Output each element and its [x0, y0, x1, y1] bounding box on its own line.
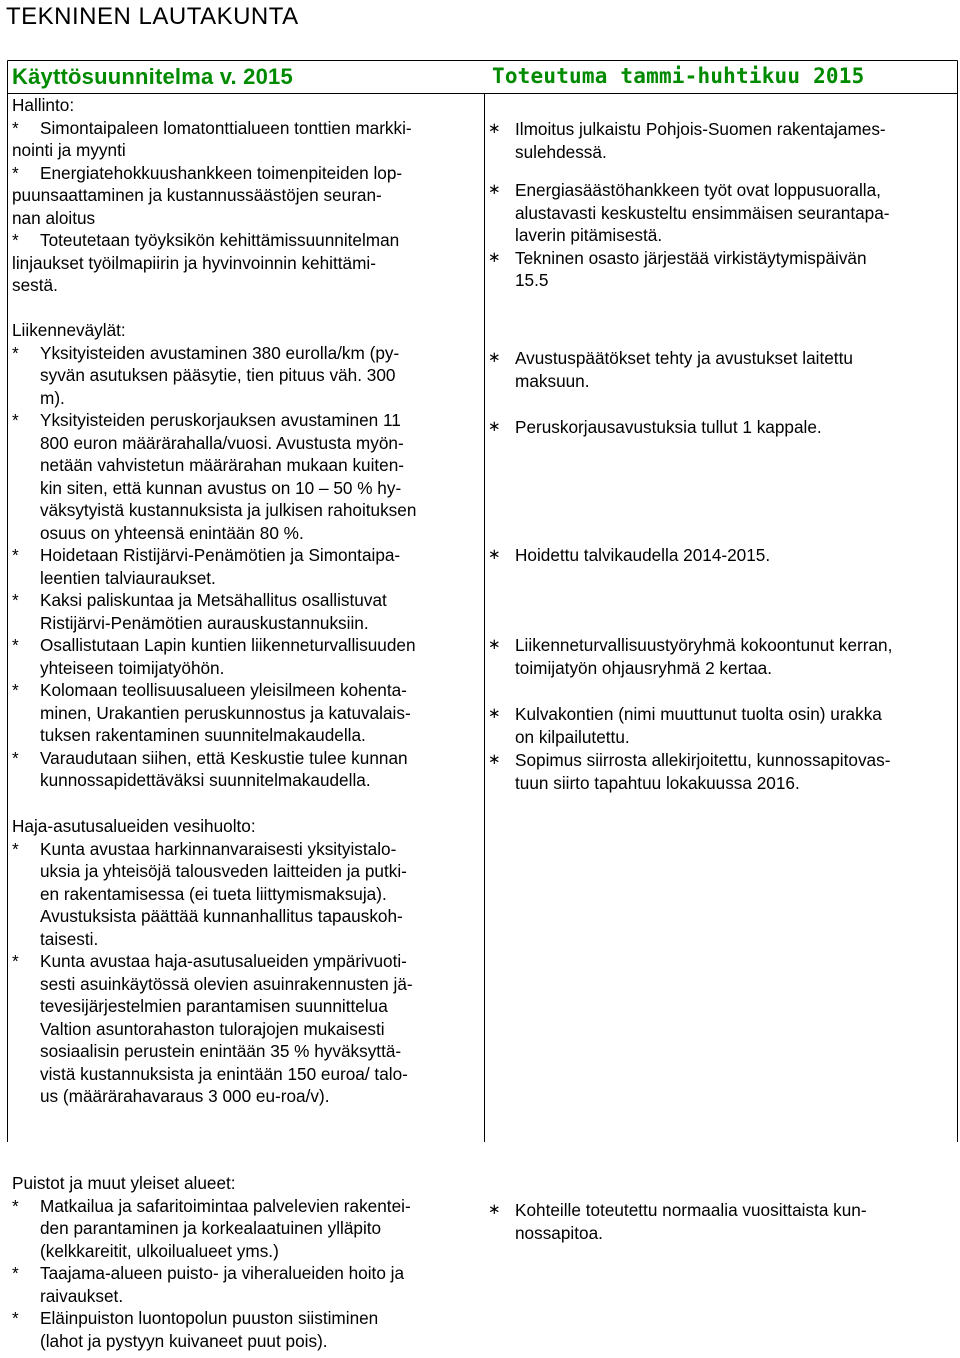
bullet-marker: * [12, 590, 19, 610]
liikenne-outcome-item: ∗ Kulvakontien (nimi muuttunut tuolta osin) urakka on kilpailutettu. [488, 704, 882, 747]
hallinto-plan-item: * Energiatehokkuushankkeen toimenpiteiden lop- puunsaattaminen ja kustannussäästöjen seuran- nan aloitus [12, 162, 403, 228]
section-label-liikenne: Liikenneväylät: [12, 320, 126, 340]
bullet-marker: * [12, 838, 19, 859]
liikenne-plan [12, 319, 482, 792]
hallinto-plan-item: * Toteutetaan työyksikön kehittämissuunnitelman linjaukset työilmapiirin ja hyvinvoinnin kehittämi- sestä. [12, 230, 400, 295]
bullet-marker: * [12, 162, 19, 183]
puistot-plan-item: * Matkailua ja safaritoimintaa palvelevien rakentei- den parantaminen ja korkealaatuinen ylläpito (kelkkareitit, ulkoilualueet yms.) [12, 1195, 411, 1261]
liikenne-outcome-item: ∗ Sopimus siirrosta allekirjoitettu, kunnossapitovas- tuun siirto tapahtuu lokakuussa 2016. [488, 750, 891, 793]
liikenne-outcome-item: ∗ Peruskorjausavustuksia tullut 1 kappale. [488, 417, 822, 437]
bullet-marker: ∗ [488, 705, 501, 722]
liikenne-outcome-item: ∗ Hoidettu talvikaudella 2014-2015. [488, 545, 771, 565]
bullet-marker: ∗ [488, 120, 501, 137]
liikenne-plan-item: * Yksityisteiden avustaminen 380 eurolla/km (py- syvän asutuksen pääsytie, tien pituus väh. 300 m). [12, 342, 400, 408]
hallinto-plan-item: * Simontaipaleen lomatonttialueen tonttien markki- nointi ja myynti [12, 117, 412, 160]
bullet-marker: * [12, 117, 19, 138]
liikenne-plan-item: * Hoidetaan Ristijärvi-Penämötien ja Simontaipa- leentien talviauraukset. [12, 545, 401, 588]
bullet-marker: ∗ [488, 349, 501, 366]
liikenne-plan-item: * Kaksi paliskuntaa ja Metsähallitus osallistuvat Ristijärvi-Penämötien aurauskustannuksiin. [12, 590, 387, 633]
bullet-marker: * [12, 680, 19, 700]
section-label-vesi: Haja-asutusalueiden vesihuolto: [12, 816, 256, 836]
liikenne-plan-item: * Osallistutaan Lapin kuntien liikenneturvallisuuden yhteiseen toimijatyöhön. [12, 635, 416, 678]
bullet-marker: ∗ [488, 636, 501, 653]
bullet-marker: ∗ [488, 181, 501, 198]
bullet-marker: * [12, 951, 19, 971]
bullet-marker: * [12, 342, 19, 363]
hallinto-plan [12, 94, 482, 297]
section-label-hallinto: Hallinto: [12, 95, 75, 115]
vesi-plan [12, 815, 482, 1108]
liikenne-outcome-item: ∗ Avustuspäätökset tehty ja avustukset laitettu maksuun. [488, 348, 853, 391]
hallinto-outcome-item: ∗ Energiasäästöhankkeen työt ovat loppusuoralla, alustavasti keskusteltu ensimmäisen seurantapa- laverin pitämisestä. [488, 180, 890, 245]
puistot-outcome [487, 1199, 955, 1244]
column-header-plan: Käyttösuunnitelma v. 2015 [12, 64, 293, 89]
bullet-marker: * [12, 635, 19, 655]
puistot-plan-item: * Eläinpuiston luontopolun puuston siistiminen (lahot ja pystyyn kuivaneet puut pois). [12, 1308, 379, 1351]
bullet-marker: * [12, 747, 19, 768]
hallinto-outcome-item: ∗ Tekninen osasto järjestää virkistäytymispäivän 15.5 [488, 247, 867, 290]
bullet-marker: ∗ [488, 546, 501, 563]
bullet-marker: ∗ [488, 418, 501, 435]
hallinto-outcome [487, 118, 955, 292]
bullet-marker: ∗ [488, 751, 501, 768]
vesi-plan-item: * Kunta avustaa haja-asutusalueiden ympärivuoti- sesti asuinkäytössä olevien asuinrakennusten jä- tevesijärjestelmien parantamisen suunnittelua Valtion asuntorahaston tulorajojen mukaisesti sosiaalisin perustein enintään 35 % hyväksyttä- vistä kustannuksista ja enintään 150 euroa/ talo- us (määrärahavaraus 3 000 eu-roa/v). [12, 951, 413, 1106]
liikenne-plan-item: * Yksityisteiden peruskorjauksen avustaminen 11 800 euron määrärahalla/vuosi. Avustusta myön- netään vahvistetun määrärahan mukaan kuiten- kin siten, että kunnan avustus on 10 – 50 % hy- väksytyistä kustannuksista ja julkisen rahoituksen osuus on yhteensä enintään 80 %. [12, 410, 417, 543]
bullet-marker: * [12, 230, 19, 250]
liikenne-plan-item: * Varaudutaan siihen, että Keskustie tulee kunnan kunnossapidettäväksi suunnitelmakaudella. [12, 747, 408, 790]
bullet-marker: * [12, 1308, 19, 1328]
page-title: TEKNINEN LAUTAKUNTA [6, 3, 299, 30]
liikenne-plan-item: * Kolomaan teollisuusalueen yleisilmeen kohenta- minen, Urakantien peruskunnostus ja katuvalais- tuksen rakentaminen suunnitelmakaudella. [12, 680, 411, 745]
bullet-marker: ∗ [488, 248, 501, 266]
bullet-marker: ∗ [488, 1201, 501, 1218]
column-header-outcome: Toteutuma tammi-huhtikuu 2015 [492, 64, 865, 88]
puistot-plan [12, 1172, 482, 1352]
hallinto-outcome-item: ∗ Ilmoitus julkaistu Pohjois-Suomen rakentajames- sulehdessä. [488, 119, 886, 162]
puistot-outcome-item: ∗ Kohteille toteutettu normaalia vuosittaista kun- nossapitoa. [488, 1200, 867, 1243]
vesi-plan-item: * Kunta avustaa harkinnanvaraisesti yksityistalo- uksia ja yhteisöjä talousveden laitteiden ja putki- en rakentamisessa (ei tueta liittymismaksuja). Avustuksista päättää kunnanhallitus tapauskoh- taisesti. [12, 838, 407, 949]
section-label-puistot: Puistot ja muut yleiset alueet: [12, 1173, 236, 1193]
bullet-marker: * [12, 410, 19, 430]
bullet-marker: * [12, 1195, 19, 1216]
liikenne-outcome-item: ∗ Liikenneturvallisuustyöryhmä kokoontunut kerran, toimijatyön ohjausryhmä 2 kertaa. [488, 635, 893, 678]
puistot-plan-item: * Taajama-alueen puisto- ja viheralueiden hoito ja raivaukset. [12, 1263, 405, 1306]
bullet-marker: * [12, 545, 19, 565]
bullet-marker: * [12, 1263, 19, 1283]
